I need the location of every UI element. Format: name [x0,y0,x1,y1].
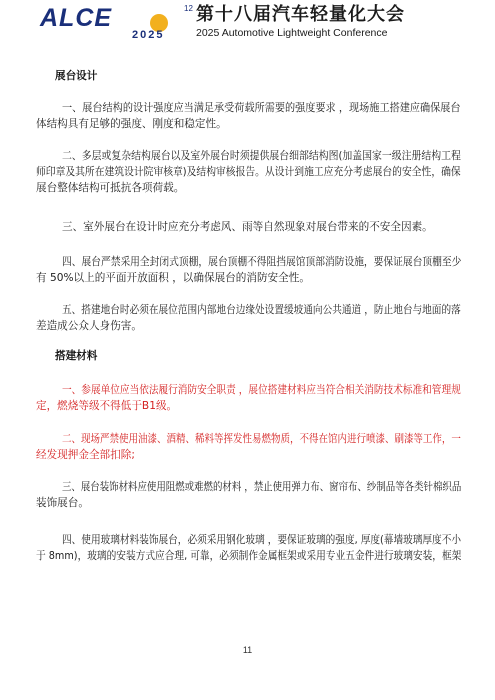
page-number: 11 [242,645,253,655]
paragraph-line-warning: 定，燃烧等级不得低于B1级。 [36,400,178,412]
section-heading: 搭建材料 [55,350,98,362]
paragraph-line-warning: 二、现场严禁使用油漆、酒精、稀料等挥发性易燃物质，不得在馆内进行喷漆、刷漆等工作，一 [62,433,461,445]
paragraph-line: 体结构具有足够的强度、刚度和稳定性。 [36,118,227,130]
paragraph-line: 四、展台严禁采用全封闭式顶棚，展台顶棚不得阻挡展馆顶部消防设施，要保证展台顶棚至少 [62,256,462,268]
paragraph-line: 有 50%以上的平面开放面积 ，以确保展台的消防安全性。 [36,272,310,284]
paragraph-line: 四、使用玻璃材料装饰展台，必须采用钢化玻璃 ，要保证玻璃的强度, 厚度(幕墙玻璃厚度不小 [62,534,462,546]
paragraph-line: 五、搭建地台时必须在展位范围内部地台边缘处设置缓坡通向公共通道 ，防止地台与地面的落 [62,304,461,316]
logo-text: ALCE [40,4,113,32]
paragraph-line-warning: 经发现押金全部扣除; [36,449,135,461]
paragraph-line: 二、多层或复杂结构展台以及室外展台时须提供展台细部结构图(加盖国家一级注册结构工程 [62,150,461,162]
paragraph-line: 一、展台结构的设计强度应当满足承受荷载所需要的强度要求 ，现场施工搭建应确保展台 [62,102,461,114]
paragraph-line: 差造成公众人身伤害。 [36,320,142,332]
paragraph-line-warning: 一、参展单位应当依法履行消防安全职责 ，展位搭建材料应当符合相关消防技术标准和管理规 [62,384,461,396]
conference-subtitle: 2025 Automotive Lightweight Conference [196,27,388,39]
section-heading: 展台设计 [55,70,98,82]
paragraph-line: 展台整体结构可抵抗各项荷载。 [36,182,185,194]
paragraph-line: 三、展台装饰材料应使用阻燃或难燃的材料 ，禁止使用弹力布、窗帘布、纱制品等各类针棉织品 [62,481,462,493]
paragraph-line: 于 8mm)，玻璃的安装方式应合理, 可靠，必须制作金属框架或采用专业五金件进行玻璃安装，框架 [36,550,462,562]
paragraph-line: 装饰展台。 [36,497,89,509]
paragraph-line: 师印章及其所在建筑设计院审核章)及结构审核报告。从设计到施工应充分考虑展台的安全性，确保 [36,166,461,178]
paragraph-line: 三、室外展台在设计时应充分考虑风、雨等自然现象对展台带来的不安全因素。 [62,221,433,233]
logo-year: 2025 [132,29,165,41]
conference-title: 第十八届汽车轻量化大会 [196,4,405,25]
logo-superscript: 12 [184,4,193,13]
